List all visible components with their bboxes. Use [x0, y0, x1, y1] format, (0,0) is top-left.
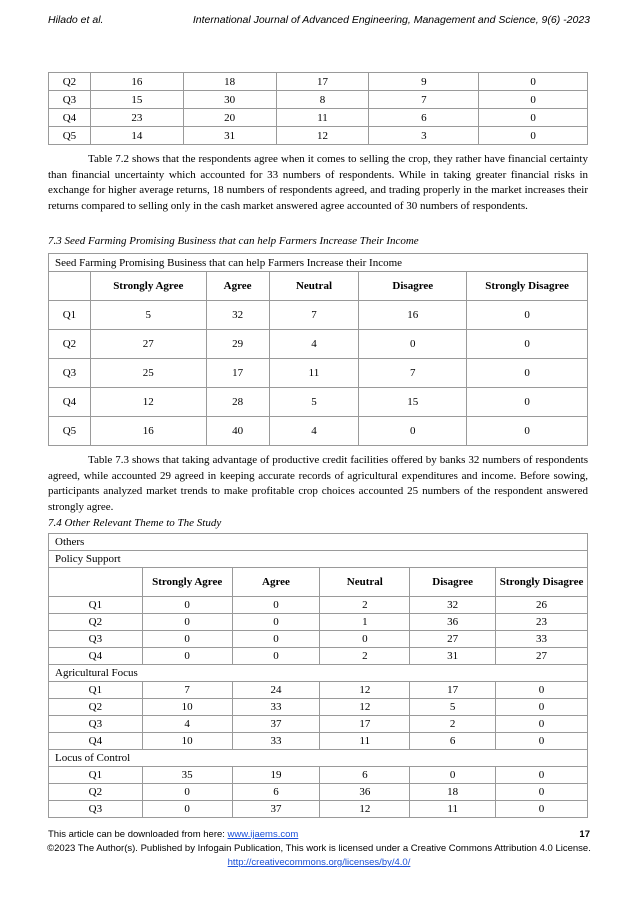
table-cell: 32	[410, 597, 496, 614]
group-label: Policy Support	[49, 551, 588, 568]
table-cell: 6	[320, 767, 410, 784]
table-cell: 36	[410, 614, 496, 631]
column-header: Neutral	[269, 272, 359, 301]
group-row	[49, 750, 588, 767]
table-cell: 12	[320, 801, 410, 818]
table-cell: 0	[496, 682, 588, 699]
table-cell: 19	[232, 767, 320, 784]
table-cell: 11	[276, 109, 369, 127]
table-cell: 33	[496, 631, 588, 648]
table-7-4	[48, 533, 588, 818]
column-header: Agree	[232, 568, 320, 597]
table-cell: 0	[142, 648, 232, 665]
table-cell: 29	[206, 330, 269, 359]
row-label: Q1	[49, 597, 143, 614]
column-header: Disagree	[410, 568, 496, 597]
table-cell: 11	[269, 359, 359, 388]
table-cell: 0	[232, 614, 320, 631]
table-cell: 0	[232, 597, 320, 614]
table-cell: 0	[467, 330, 588, 359]
table-cell: 26	[496, 597, 588, 614]
table-cell: 7	[269, 301, 359, 330]
table-cell: 23	[90, 109, 183, 127]
table-cell: 28	[206, 388, 269, 417]
column-header: Strongly Agree	[90, 272, 206, 301]
table-cell: 27	[90, 330, 206, 359]
table-cell: 15	[359, 388, 467, 417]
row-label: Q1	[49, 767, 143, 784]
table-cell: 0	[410, 767, 496, 784]
footer-license-text: ©2023 The Author(s). Published by Infogain Publication, This work is licensed under a Creative Commons Attribution 4.0 License.	[47, 843, 591, 854]
table-cell: 18	[183, 73, 276, 91]
table-cell: 5	[269, 388, 359, 417]
table-cell: 2	[320, 597, 410, 614]
table-cell: 16	[90, 417, 206, 446]
paragraph-text: Table 7.2 shows that the respondents agree when it comes to selling the crop, they rather have financial certainty than financial uncertainty which accounted for 33 numbers of respondents. While in taking greater financial risks in exchange for higher average returns, 18 numbers of respondents agreed, and trading properly in the market increases their returns compared to selling only in the cash market answered agree accounted of 30 numbers of respondents.	[48, 153, 588, 212]
row-label: Q4	[49, 733, 143, 750]
table-cell: 0	[142, 631, 232, 648]
row-label: Q3	[49, 801, 143, 818]
row-label: Q2	[49, 784, 143, 801]
table-cell: 2	[410, 716, 496, 733]
table-cell: 17	[410, 682, 496, 699]
row-label: Q4	[49, 648, 143, 665]
table-cell: 10	[142, 699, 232, 716]
table-cell: 17	[206, 359, 269, 388]
table-cell: 4	[142, 716, 232, 733]
table-row	[49, 648, 588, 665]
table-cell: 27	[410, 631, 496, 648]
table-cell: 16	[359, 301, 467, 330]
journal-link[interactable]: www.ijaems.com	[227, 829, 299, 840]
table-cell: 6	[232, 784, 320, 801]
table-cell: 0	[496, 784, 588, 801]
table-7-3	[48, 253, 588, 446]
table-cell: 4	[269, 330, 359, 359]
table-row	[49, 682, 588, 699]
table-cell: 2	[320, 648, 410, 665]
table-cell: 17	[276, 73, 369, 91]
table-title-row	[49, 534, 588, 551]
table-row	[49, 109, 588, 127]
row-label: Q2	[49, 73, 91, 91]
row-label: Q1	[49, 301, 91, 330]
table-cell: 12	[320, 699, 410, 716]
table-cell: 6	[369, 109, 479, 127]
table-cell: 40	[206, 417, 269, 446]
table-row	[49, 388, 588, 417]
table-cell: 37	[232, 716, 320, 733]
column-header	[49, 272, 91, 301]
row-label: Q3	[49, 716, 143, 733]
paragraph-text: Table 7.3 shows that taking advantage of productive credit facilities offered by banks 32 numbers of respondents agreed, while accounted 29 agreed in keeping accurate records of agricultural expenditures and income. Before sowing, participants analyzed market trends to make profitable crop choices accounted 25 numbers of the respondent answered strongly agree.	[48, 454, 588, 513]
row-label: Q4	[49, 388, 91, 417]
table-row	[49, 716, 588, 733]
table-cell: 15	[90, 91, 183, 109]
table-cell: 0	[142, 614, 232, 631]
table-cell: 10	[142, 733, 232, 750]
row-label: Q2	[49, 699, 143, 716]
table-row	[49, 330, 588, 359]
row-label: Q3	[49, 91, 91, 109]
table-cell: 0	[479, 73, 588, 91]
table-cell: 0	[496, 716, 588, 733]
table-cell: 7	[142, 682, 232, 699]
table-cell: 0	[232, 631, 320, 648]
table-row	[49, 733, 588, 750]
license-link[interactable]: http://creativecommons.org/licenses/by/4.0/	[227, 857, 411, 868]
column-header: Strongly Disagree	[496, 568, 588, 597]
table-cell: 0	[467, 301, 588, 330]
table-cell: 0	[142, 801, 232, 818]
running-header-authors: Hilado et al.	[48, 14, 104, 26]
table-cell: 18	[410, 784, 496, 801]
table-row	[49, 301, 588, 330]
table-cell: 0	[232, 648, 320, 665]
row-label: Q3	[49, 631, 143, 648]
table-cell: 0	[496, 699, 588, 716]
table-row	[49, 73, 588, 91]
table-row	[49, 801, 588, 818]
footer-license-link-line	[0, 857, 638, 868]
table-cell: 20	[183, 109, 276, 127]
table-cell: 5	[410, 699, 496, 716]
table-cell: 11	[410, 801, 496, 818]
table-cell: 24	[232, 682, 320, 699]
table-cell: 0	[359, 417, 467, 446]
paragraph-table-7-2-discussion	[48, 152, 588, 214]
table-row	[49, 417, 588, 446]
table-cell: 0	[142, 597, 232, 614]
paragraph-table-7-3-discussion	[48, 453, 588, 515]
table-cell: 23	[496, 614, 588, 631]
column-header: Neutral	[320, 568, 410, 597]
table-cell: 1	[320, 614, 410, 631]
table-row	[49, 784, 588, 801]
row-label: Q5	[49, 127, 91, 145]
table-cell: 9	[369, 73, 479, 91]
table-cell: 0	[467, 417, 588, 446]
table-row	[49, 699, 588, 716]
table-cell: 3	[369, 127, 479, 145]
column-header: Strongly Disagree	[467, 272, 588, 301]
row-label: Q5	[49, 417, 91, 446]
group-label: Locus of Control	[49, 750, 588, 767]
running-header-journal: International Journal of Advanced Engineering, Management and Science, 9(6) -2023	[192, 14, 590, 26]
table-cell: 27	[496, 648, 588, 665]
table-cell: 12	[320, 682, 410, 699]
table-row	[49, 767, 588, 784]
row-label: Q2	[49, 330, 91, 359]
table-cell: 7	[359, 359, 467, 388]
table-cell: 4	[269, 417, 359, 446]
table-cell: 0	[479, 91, 588, 109]
table-cell: 8	[276, 91, 369, 109]
section-heading-7-3: 7.3 Seed Farming Promising Business that can help Farmers Increase Their Income	[48, 235, 419, 247]
table-cell: 0	[496, 801, 588, 818]
table-cell: 30	[183, 91, 276, 109]
table-cell: 12	[90, 388, 206, 417]
table-cell: 0	[359, 330, 467, 359]
table-cell: 31	[183, 127, 276, 145]
table-row	[49, 631, 588, 648]
table-cell: 36	[320, 784, 410, 801]
table-header-row	[49, 272, 588, 301]
table-cell: 7	[369, 91, 479, 109]
table-cell: 0	[496, 733, 588, 750]
table-row	[49, 597, 588, 614]
table-row	[49, 91, 588, 109]
table-cell: 11	[320, 733, 410, 750]
row-label: Q2	[49, 614, 143, 631]
table-cell: 0	[479, 127, 588, 145]
section-heading-7-4: 7.4 Other Relevant Theme to The Study	[48, 517, 222, 529]
table-title-row	[49, 254, 588, 272]
table-title: Others	[49, 534, 588, 551]
table-cell: 17	[320, 716, 410, 733]
table-cell: 0	[496, 767, 588, 784]
footer-download-text: This article can be downloaded from here:	[48, 829, 228, 840]
table-title: Seed Farming Promising Business that can help Farmers Increase their Income	[49, 254, 588, 272]
row-label: Q1	[49, 682, 143, 699]
table-cell: 31	[410, 648, 496, 665]
table-row	[49, 127, 588, 145]
table-cell: 0	[467, 359, 588, 388]
group-row	[49, 665, 588, 682]
table-cell: 33	[232, 699, 320, 716]
table-cell: 0	[142, 784, 232, 801]
column-header: Agree	[206, 272, 269, 301]
table-row	[49, 614, 588, 631]
group-row	[49, 551, 588, 568]
table-cell: 25	[90, 359, 206, 388]
table-cell: 32	[206, 301, 269, 330]
column-header: Strongly Agree	[142, 568, 232, 597]
table-cell: 35	[142, 767, 232, 784]
table-cell: 37	[232, 801, 320, 818]
row-label: Q3	[49, 359, 91, 388]
table-cell: 0	[467, 388, 588, 417]
page-number: 17	[579, 829, 590, 840]
column-header	[49, 568, 143, 597]
footer-download-line	[48, 829, 298, 840]
table-cell: 16	[90, 73, 183, 91]
table-cell: 5	[90, 301, 206, 330]
table-row	[49, 359, 588, 388]
table-cell: 0	[479, 109, 588, 127]
table-7-2-continued	[48, 72, 588, 145]
column-header: Disagree	[359, 272, 467, 301]
table-header-row	[49, 568, 588, 597]
table-cell: 12	[276, 127, 369, 145]
table-cell: 14	[90, 127, 183, 145]
group-label: Agricultural Focus	[49, 665, 588, 682]
row-label: Q4	[49, 109, 91, 127]
table-cell: 6	[410, 733, 496, 750]
table-cell: 33	[232, 733, 320, 750]
table-cell: 0	[320, 631, 410, 648]
